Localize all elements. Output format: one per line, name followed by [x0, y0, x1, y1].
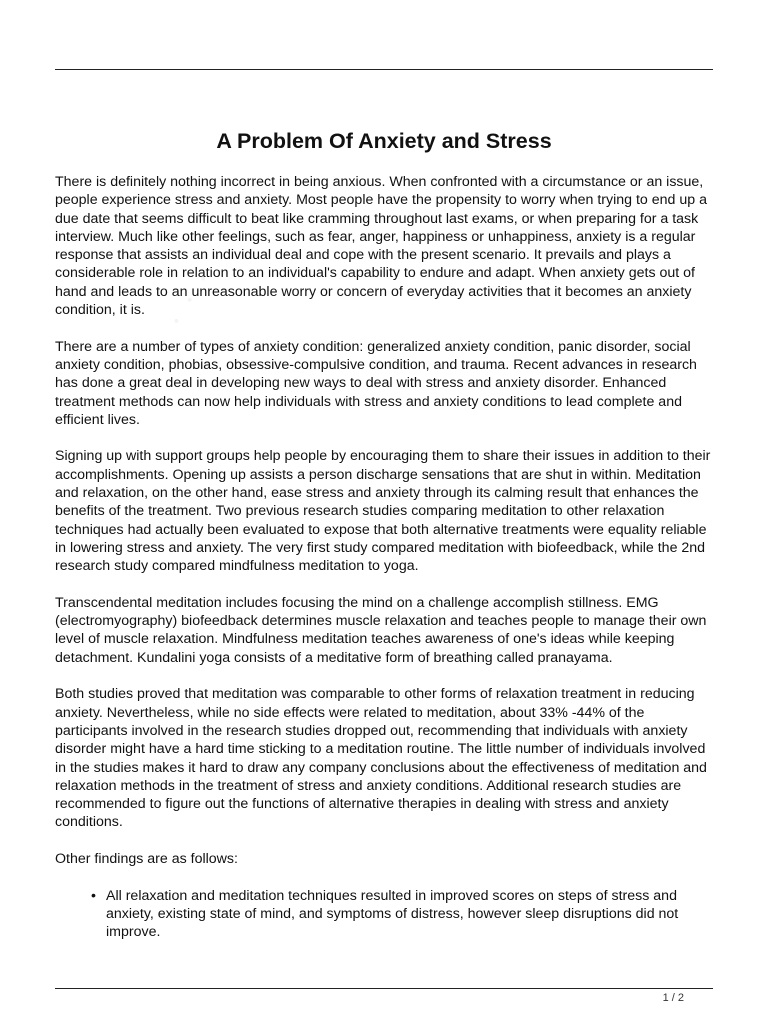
findings-intro: Other findings are as follows:: [55, 850, 238, 867]
paragraph-4: Transcendental meditation includes focusing the mind on a challenge accomplish stillness. EMG (electromyography) biofeedback determines muscle relaxation and teaches people to manage their own level of muscle relaxation. Mindfulness meditation teaches awareness of one's ideas while keeping detachment. Kundalini yoga consists of a meditative form of breathing called pranayama.: [55, 594, 707, 666]
footer-divider: [55, 988, 713, 989]
list-item: • All relaxation and meditation techniques resulted in improved scores on steps of stress and anxiety, existing state of mind, and symptoms of distress, however sleep disruptions did not improve.: [106, 887, 717, 942]
paragraph-2: There are a number of types of anxiety condition: generalized anxiety condition, panic disorder, social anxiety condition, phobias, obsessive-compulsive condition, and trauma. Recent advances in research has done a great deal in developing new ways to deal with stress and anxiety disorder. Enhanced treatment methods can now help individuals with stress and anxiety conditions to lead complete and efficient lives.: [55, 338, 697, 428]
watermark: · · · · · · · ·: [120, 220, 250, 399]
paragraph-5: Both studies proved that meditation was comparable to other forms of relaxation treatment in reducing anxiety. Nevertheless, while no side effects were related to meditation, about 33% -44% of the participants involved in the research studies dropped out, recommending that individuals with anxiety disorder might have a hard time sticking to a meditation routine. The little number of individuals involved in the studies makes it hard to draw any company conclusions about the effectiveness of meditation and relaxation methods in the treatment of stress and anxiety conditions. Additional research studies are recommended to figure out the functions of alternative therapies in dealing with stress and anxiety conditions.: [55, 686, 707, 831]
document-title: A Problem Of Anxiety and Stress: [216, 129, 552, 153]
paragraph-1: There is definitely nothing incorrect in being anxious. When confronted with a circumstance or an issue, people experience stress and anxiety. Most people have the propensity to worry when trying to end up a due date that seems difficult to beat like cramming throughout last exams, or when preparing for a task interview. Much like other feelings, such as fear, anger, happiness or unhappiness, anxiety is a regular response that assists an individual deal and cope with the present scenario. It prevails and plays a considerable role in relation to an individual's capability to endure and adapt. When anxiety gets out of hand and leads to an unreasonable worry or concern of everyday activities that it becomes an anxiety condition, it is.: [55, 174, 707, 319]
page-indicator: 1 / 2: [662, 992, 684, 1004]
findings-list: [55, 887, 717, 942]
document-body: [55, 173, 717, 941]
header-divider: [55, 69, 713, 70]
paragraph-3: Signing up with support groups help people by encouraging them to share their issues in addition to their accomplishments. Opening up assists a person discharge sensations that are shut in within. Meditation and relaxation, on the other hand, ease stress and anxiety through its calming result that enhances the benefits of the treatment. Two previous research studies comparing meditation to other relaxation techniques had actually been evaluated to expose that both alternative treatments were equality reliable in lowering stress and anxiety. The very first study compared meditation with biofeedback, while the 2nd research study compared mindfulness meditation to yoga.: [55, 448, 711, 575]
